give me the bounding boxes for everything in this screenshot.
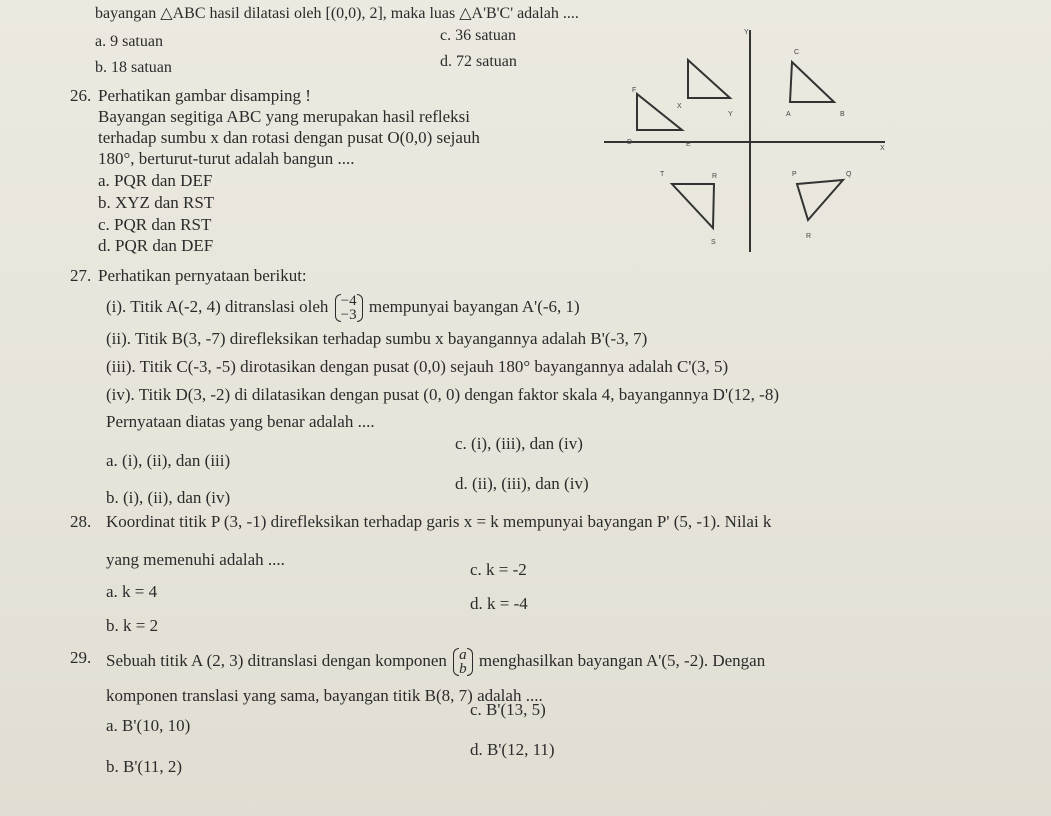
q26-coordinate-figure [600, 22, 900, 257]
triangle-abc [790, 62, 834, 102]
q28-line1: Koordinat titik P (3, -1) direfleksikan terhadap garis x = k mempunyai bayangan P' (5, -1). Nilai k [106, 512, 772, 531]
label-a: A [786, 111, 791, 118]
q28-number: 28. [70, 512, 92, 531]
q29-option-a: a. B'(10, 10) [106, 716, 191, 735]
q26-line1: Perhatikan gambar disamping ! [98, 86, 311, 105]
q27-statement-1 [106, 294, 580, 322]
triangle-pqr [797, 180, 843, 220]
q28-line2: yang memenuhi adalah .... [106, 550, 285, 569]
q25-stem: bayangan △ABC hasil dilatasi oleh [(0,0), 2], maka luas △A'B'C' adalah .... [95, 5, 579, 22]
q26-option-c: c. PQR dan RST [98, 215, 212, 234]
q27-s1-vec-bottom: −3 [340, 307, 357, 323]
q25-option-a: a. 9 satuan [95, 33, 163, 50]
label-d: D [627, 139, 633, 146]
q29-vec-top: a [459, 647, 467, 663]
q26-option-a: a. PQR dan DEF [98, 171, 213, 190]
q25-option-c: c. 36 satuan [440, 27, 516, 44]
axis-y-label: Y [744, 29, 749, 36]
q29-line1 [106, 648, 765, 676]
q27-option-c: c. (i), (iii), dan (iv) [455, 434, 583, 453]
label-r-right: R [806, 233, 812, 240]
q29-vector [453, 648, 473, 676]
label-y: Y [728, 111, 733, 118]
q27-statement-2: (ii). Titik B(3, -7) direfleksikan terhadap sumbu x bayangannya adalah B'(-3, 7) [106, 329, 648, 348]
label-t: T [660, 171, 665, 178]
label-e: E [686, 141, 691, 148]
label-p: P [792, 171, 797, 178]
label-x: X [677, 103, 682, 110]
q26-number: 26. [70, 86, 92, 105]
label-f: F [632, 87, 637, 94]
q29-option-d: d. B'(12, 11) [470, 740, 555, 759]
q28-option-a: a. k = 4 [106, 582, 158, 601]
label-c: C [794, 49, 800, 56]
q29-line2: komponen translasi yang sama, bayangan titik B(8, 7) adalah .... [106, 686, 543, 705]
q26-option-b: b. XYZ dan RST [98, 193, 215, 212]
q28-option-b: b. k = 2 [106, 616, 159, 635]
q27-s1-pre: (i). Titik A(-2, 4) ditranslasi oleh [106, 296, 329, 316]
q29-vec-bottom: b [459, 661, 467, 677]
q27-number: 27. [70, 266, 92, 285]
q26-option-d: d. PQR dan DEF [98, 236, 214, 255]
axis-x-label: X [880, 145, 885, 152]
q27-statement-3: (iii). Titik C(-3, -5) dirotasikan dengan pusat (0,0) sejauh 180° bayangannya adalah C'(3, 5) [106, 357, 729, 376]
label-r-left: R [712, 173, 718, 180]
q29-pre: Sebuah titik A (2, 3) ditranslasi dengan komponen [106, 650, 447, 670]
q26-line2: Bayangan segitiga ABC yang merupakan hasil refleksi [98, 107, 471, 126]
q27-option-d: d. (ii), (iii), dan (iv) [455, 474, 589, 493]
q27-s1-vec-top: −4 [340, 293, 357, 309]
triangle-xyz [688, 60, 730, 98]
triangle-def [637, 94, 682, 130]
q27-s1-post: mempunyai bayangan A'(-6, 1) [368, 296, 580, 316]
q26-line3: terhadap sumbu x dan rotasi dengan pusat O(0,0) sejauh [98, 128, 480, 147]
q27-option-b: b. (i), (ii), dan (iv) [106, 488, 231, 507]
q28-option-c: c. k = -2 [470, 560, 527, 579]
q27-question: Pernyataan diatas yang benar adalah .... [106, 412, 375, 431]
q25-option-d: d. 72 satuan [440, 53, 517, 70]
q29-option-c: c. B'(13, 5) [470, 700, 546, 719]
q25-option-b: b. 18 satuan [95, 59, 172, 76]
q29-option-b: b. B'(11, 2) [106, 757, 183, 776]
label-s: S [711, 239, 716, 246]
q27-statement-4: (iv). Titik D(3, -2) di dilatasikan dengan pusat (0, 0) dengan faktor skala 4, bayangannya D'(12, -8) [106, 385, 779, 404]
q29-post: menghasilkan bayangan A'(5, -2). Dengan [478, 650, 766, 670]
triangle-rst [672, 184, 714, 228]
label-b: B [840, 111, 845, 118]
q29-number: 29. [70, 648, 92, 667]
q27-option-a: a. (i), (ii), dan (iii) [106, 451, 231, 470]
q27-s1-vector [335, 294, 363, 322]
label-q: Q [846, 171, 852, 178]
q28-option-d: d. k = -4 [470, 594, 528, 613]
q26-line4: 180°, berturut-turut adalah bangun .... [98, 149, 355, 168]
q27-intro: Perhatikan pernyataan berikut: [98, 266, 307, 285]
